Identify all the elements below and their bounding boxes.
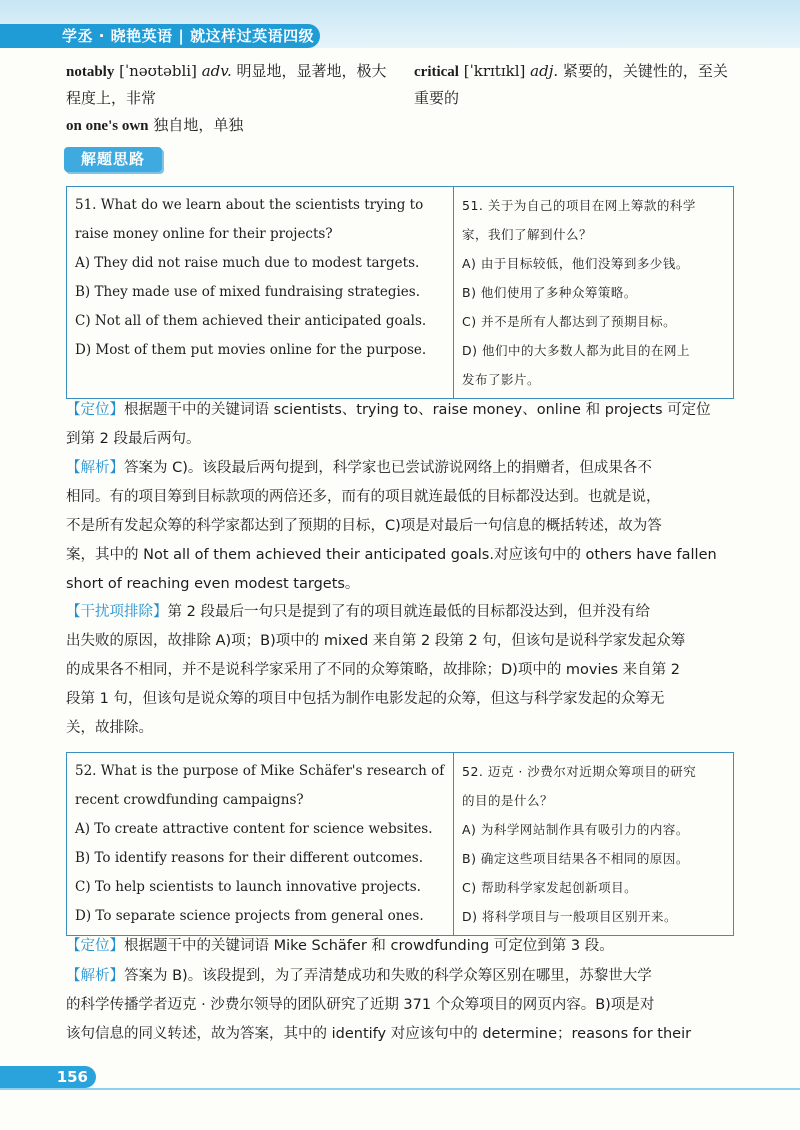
q51-zh-line: 51. 关于为自己的项目在网上筹款的科学 xyxy=(462,198,696,213)
vocab-meaning-cont: 程度上，非常 xyxy=(66,89,157,107)
vocab-ipa: [ˈnəʊtəbli] xyxy=(119,62,197,80)
para-line: 案，其中的 Not all of them achieved their anticipated goals.对应该句中的 others have fallen xyxy=(66,547,717,563)
para-line: 相同。有的项目筹到目标款项的两倍还多，而有的项目就连最低的目标都没达到。也就是说， xyxy=(66,489,661,505)
analysis-paragraph-52 xyxy=(66,962,738,1049)
q52-option-c: C) To help scientists to launch innovative projects. xyxy=(75,879,421,895)
footer-rule xyxy=(0,1088,800,1090)
vocab-word: critical xyxy=(414,64,459,80)
vocab-entry-notably xyxy=(66,58,406,111)
tag-analysis: 【 解析 】 xyxy=(66,460,124,476)
tag-locate: 【 定位 】 xyxy=(66,938,124,954)
q51-option-c: C) Not all of them achieved their anticipated goals. xyxy=(75,313,427,329)
para-line: 第 2 段最后一句只是提到了有的项目就连最低的目标都没达到，但并没有给 xyxy=(167,604,650,620)
vocab-meaning: 独自地，单独 xyxy=(153,116,244,134)
vocab-entry-critical xyxy=(414,58,754,111)
para-line: 关，故排除。 xyxy=(66,720,153,736)
q52-zh-option-c: C) 帮助科学家发起创新项目。 xyxy=(462,880,638,895)
question-52-chinese xyxy=(454,753,734,936)
tag-distractor: 【 干扰项排除 】 xyxy=(66,604,168,620)
analysis-paragraph-51 xyxy=(66,454,738,599)
para-line: 出失败的原因，故排除 A)项；B)项中的 mixed 来自第 2 段第 2 句，但该句是说科学家发起众筹 xyxy=(66,633,686,649)
para-line: 答案为 C)。该段最后两句提到，科学家也已尝试游说网络上的捐赠者，但成果各不 xyxy=(124,460,652,476)
q52-option-a: A) To create attractive content for science websites. xyxy=(75,821,433,837)
q52-option-b: B) To identify reasons for their different outcomes. xyxy=(75,850,423,866)
q51-zh-option-b: B) 他们使用了多种众筹策略。 xyxy=(462,285,637,300)
para-line: 段第 1 句，但该句是说众筹的项目中包括为制作电影发起的众筹，但这与科学家发起的众筹无 xyxy=(66,691,665,707)
locate-paragraph-52 xyxy=(66,932,738,961)
q51-option-d: D) Most of them put movies online for the purpose. xyxy=(75,342,427,358)
q52-zh-option-d: D) 将科学项目与一般项目区别开来。 xyxy=(462,909,677,924)
question-52-english xyxy=(67,753,454,936)
para-line: 该句信息的同义转述，故为答案，其中的 identify 对应该句中的 determine；reasons for their xyxy=(66,1026,692,1042)
question-51-english xyxy=(67,187,454,399)
locate-paragraph-51 xyxy=(66,396,738,454)
distractor-paragraph-51 xyxy=(66,598,738,743)
q51-zh-option-c: C) 并不是所有人都达到了预期目标。 xyxy=(462,314,677,329)
vocab-word: notably xyxy=(66,64,115,80)
q51-en-line: raise money online for their projects? xyxy=(75,226,333,242)
para-line: 到第 2 段最后两句。 xyxy=(66,431,201,447)
vocab-pos: adj. xyxy=(530,62,559,80)
para-line: 根据题干中的关键词语 scientists、trying to、raise money、online 和 projects 可定位 xyxy=(124,402,711,418)
vocab-meaning: 紧要的，关键性的，至关 xyxy=(562,62,728,80)
para-line: 的科学传播学者迈克 · 沙费尔领导的团队研究了近期 371 个众筹项目的网页内容。B)项是对 xyxy=(66,997,655,1013)
para-line: 不是所有发起众筹的科学家都达到了预期的目标，C)项是对最后一句信息的概括转述，故为答 xyxy=(66,518,662,534)
q51-zh-option-a: A) 由于目标较低，他们没筹到多少钱。 xyxy=(462,256,689,271)
q52-en-line: 52. What is the purpose of Mike Schäfer's research of xyxy=(75,763,445,779)
page-number: 156 xyxy=(0,1066,96,1088)
question-52-box xyxy=(66,752,734,936)
para-line: 的成果各不相同，并不是说科学家采用了不同的众筹策略，故排除；D)项中的 movies 来自第 2 xyxy=(66,662,680,678)
q51-en-line: 51. What do we learn about the scientists trying to xyxy=(75,197,424,213)
vocab-meaning-cont: 重要的 xyxy=(414,89,460,107)
q52-zh-line: 的目的是什么？ xyxy=(462,793,554,808)
q52-zh-line: 52. 迈克 · 沙费尔对近期众筹项目的研究 xyxy=(462,764,697,779)
q52-option-d: D) To separate science projects from general ones. xyxy=(75,908,424,924)
section-label: 解题思路 xyxy=(64,147,162,172)
q52-zh-option-b: B) 确定这些项目结果各不相同的原因。 xyxy=(462,851,689,866)
q51-zh-option-d-cont: 发布了影片。 xyxy=(462,372,541,387)
tag-analysis: 【 解析 】 xyxy=(66,968,124,984)
running-header: 学丞 · 晓艳英语 | 就这样过英语四级 xyxy=(0,24,320,48)
para-line: 答案为 B)。该段提到，为了弄清楚成功和失败的科学众筹区别在哪里，苏黎世大学 xyxy=(124,968,652,984)
tag-locate: 【 定位 】 xyxy=(66,402,124,418)
q51-zh-line: 家，我们了解到什么？ xyxy=(462,227,593,242)
para-line: short of reaching even modest targets。 xyxy=(66,576,360,592)
q51-option-a: A) They did not raise much due to modest targets. xyxy=(75,255,420,271)
question-51-box xyxy=(66,186,734,399)
question-51-chinese xyxy=(454,187,734,399)
para-line: 根据题干中的关键词语 Mike Schäfer 和 crowdfunding 可定位到第 3 段。 xyxy=(124,938,614,954)
vocab-pos: adv. xyxy=(201,62,232,80)
vocab-word: on one's own xyxy=(66,118,149,134)
vocab-entry-on-ones-own xyxy=(66,112,406,139)
q51-zh-option-d: D) 他们中的大多数人都为此目的在网上 xyxy=(462,343,690,358)
vocab-ipa: [ˈkrɪtɪkl] xyxy=(463,62,526,80)
q52-zh-option-a: A) 为科学网站制作具有吸引力的内容。 xyxy=(462,822,689,837)
vocab-meaning: 明显地，显著地，极大 xyxy=(236,62,387,80)
q51-option-b: B) They made use of mixed fundraising strategies. xyxy=(75,284,420,300)
q52-en-line: recent crowdfunding campaigns? xyxy=(75,792,304,808)
